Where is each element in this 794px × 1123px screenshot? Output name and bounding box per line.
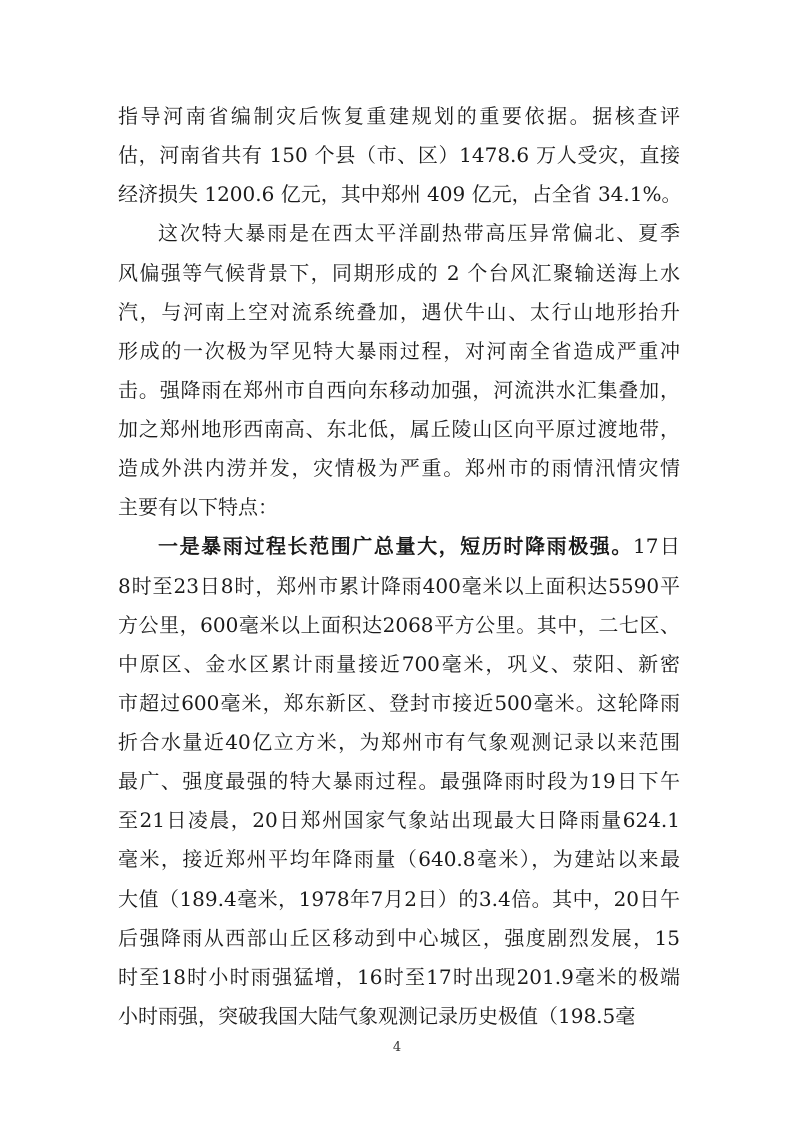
page-number: 4 — [392, 1040, 402, 1055]
text-line: 指导河南省编制灾后恢复重建规划的重要依据。据核查评 — [118, 104, 680, 128]
text-line: 造成外洪内涝并发，灾情极为严重。郑州市的雨情汛情灾情 — [118, 456, 680, 480]
text-line: 市超过600毫米，郑东新区、登封市接近500毫米。这轮降雨 — [118, 691, 680, 715]
text-line: 方公里，600毫米以上面积达2068平方公里。其中，二七区、 — [118, 613, 680, 637]
text-line: 中原区、金水区累计雨量接近700毫米，巩义、荥阳、新密 — [118, 652, 680, 676]
text-line: 击。强降雨在郑州市自西向东移动加强，河流洪水汇集叠加， — [118, 378, 680, 402]
text-line: 形成的一次极为罕见特大暴雨过程，对河南全省造成严重冲 — [118, 339, 680, 363]
text-line: 8时至23日8时，郑州市累计降雨400毫米以上面积达5590平 — [118, 574, 680, 598]
text-line: 后强降雨从西部山丘区移动到中心城区，强度剧烈发展，15 — [118, 926, 680, 950]
text-line: 主要有以下特点： — [118, 495, 278, 519]
text-line: 折合水量近40亿立方米，为郑州市有气象观测记录以来范围 — [118, 730, 680, 754]
text-line: 估，河南省共有 150 个县（市、区）1478.6 万人受灾，直接 — [118, 143, 680, 167]
text-line: 时至18时小时雨强猛增，16时至17时出现201.9毫米的极端 — [118, 965, 680, 989]
text-line: 汽，与河南上空对流系统叠加，遇伏牛山、太行山地形抬升 — [118, 300, 680, 324]
text-line: 最广、强度最强的特大暴雨过程。最强降雨时段为19日下午 — [118, 769, 680, 793]
text-line: 风偏强等气候背景下，同期形成的 2 个台风汇聚输送海上水 — [118, 261, 680, 285]
text-line: 这次特大暴雨是在西太平洋副热带高压异常偏北、夏季 — [158, 221, 680, 245]
section-heading: 一是暴雨过程长范围广总量大，短历时降雨极强。 — [158, 534, 633, 558]
text-line: 经济损失 1200.6 亿元，其中郑州 409 亿元，占全省 34.1%。 — [118, 182, 682, 206]
text-line: 毫米，接近郑州平均年降雨量（640.8毫米），为建站以来最 — [118, 847, 680, 871]
text-line: 大值（189.4毫米，1978年7月2日）的3.4倍。其中，20日午 — [118, 887, 680, 911]
text-line-heading — [158, 534, 680, 558]
text-line: 加之郑州地形西南高、东北低，属丘陵山区向平原过渡地带， — [118, 417, 680, 441]
text-line: 至21日凌晨，20日郑州国家气象站出现最大日降雨量624.1 — [118, 808, 680, 832]
text-line: 小时雨强，突破我国大陆气象观测记录历史极值（198.5毫 — [118, 1004, 636, 1028]
heading-tail-text: 17日 — [632, 534, 681, 558]
